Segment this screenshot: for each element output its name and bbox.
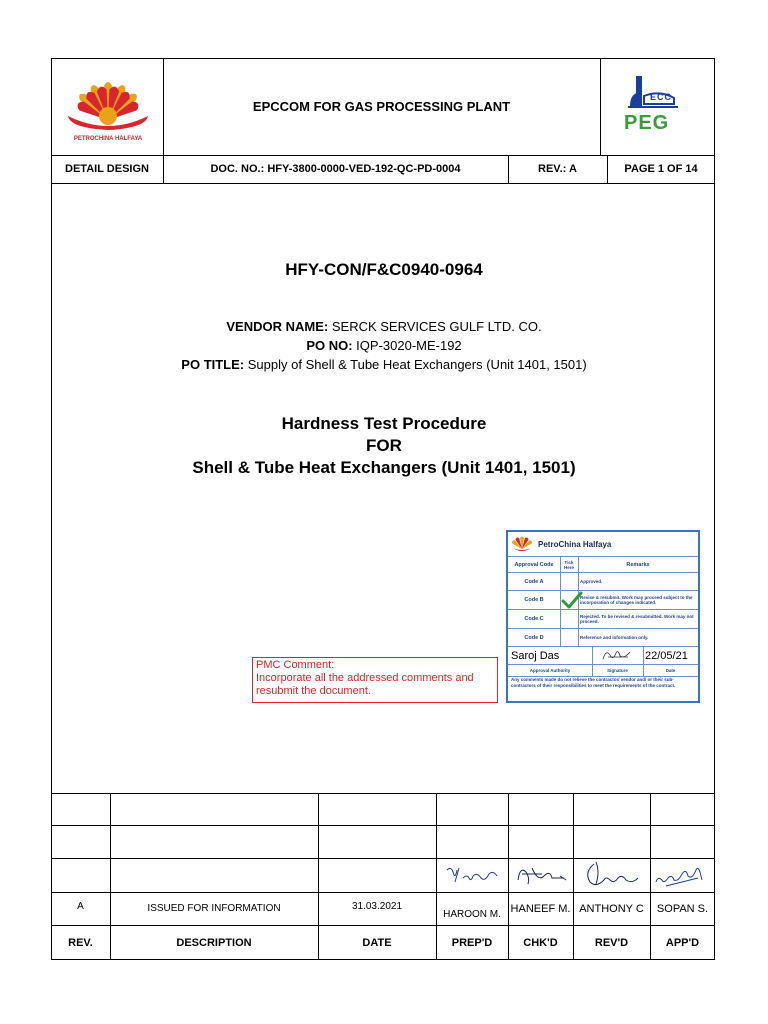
approval-stamp — [506, 530, 700, 703]
doc-number: DOC. NO.: HFY-3800-0000-VED-192-QC-PD-0004 — [210, 163, 461, 175]
stamp-footer-authority: Approval Authority — [529, 668, 571, 673]
stamp-footer-date: Date — [665, 668, 676, 673]
header-description: DESCRIPTION — [176, 936, 252, 949]
po-number-value: IQP-3020-ME-192 — [352, 338, 462, 353]
description-cell: ISSUED FOR INFORMATION — [147, 903, 281, 914]
revision-label: REV.: A — [538, 163, 577, 175]
vendor-value: SERCK SERVICES GULF LTD. CO. — [328, 319, 542, 334]
peg-logo — [616, 72, 700, 144]
stamp-footer-signature: Signature — [607, 668, 628, 673]
header-approved: APP'D — [665, 936, 700, 949]
pmc-comment-label: PMC Comment: — [256, 659, 335, 671]
stamp-code-b: Code B — [524, 597, 544, 603]
petrochina-sun-icon — [62, 64, 154, 134]
reviewed-by-cell: ANTHONY C — [579, 902, 644, 915]
project-title: EPCCOM FOR GAS PROCESSING PLANT — [252, 99, 511, 114]
ecc-text: ECC — [650, 92, 673, 102]
po-title-label: PO TITLE: — [181, 357, 245, 372]
header-prepared: PREP'D — [451, 936, 493, 949]
po-title-line — [0, 357, 768, 372]
logo-caption: PETROCHINA HALFAYA — [73, 136, 143, 142]
divider — [51, 183, 715, 184]
pmc-comment-text: Incorporate all the addressed comments and resubmit the document. — [256, 672, 474, 697]
approver-signature-icon — [652, 860, 706, 890]
prepared-by-cell: HAROON M. — [443, 909, 501, 920]
phase-label: DETAIL DESIGN — [65, 163, 149, 175]
date-cell: 31.03.2021 — [351, 901, 403, 912]
header-date: DATE — [362, 936, 392, 949]
page-number: PAGE 1 OF 14 — [624, 163, 698, 175]
stamp-date: 22/05/21 — [645, 649, 688, 662]
rev-cell: A — [77, 901, 84, 912]
header-rev: REV. — [68, 936, 93, 949]
document-title — [0, 413, 768, 479]
stamp-col-tick: Tick Here — [563, 559, 574, 570]
stamp-code-c: Code C — [524, 616, 544, 622]
approver-signature-icon — [600, 647, 636, 663]
stamp-disclaimer: Any comments made do not relieve the contractor/ vendor and/ or their sub-contractors of their responsibilities to meet the requirements of the contract. — [511, 677, 676, 688]
po-title-value: Supply of Shell & Tube Heat Exchangers (Unit 1401, 1501) — [244, 357, 587, 372]
stamp-col-remarks: Remarks — [626, 561, 650, 568]
vendor-label: VENDOR NAME: — [226, 319, 329, 334]
petrochina-small-logo-icon — [512, 535, 532, 553]
checked-by-cell: HANEEF M. — [510, 902, 571, 915]
stamp-remark-d: Reference and information only. — [580, 635, 649, 640]
reference-number: HFY-CON/F&C0940-0964 — [285, 260, 483, 279]
stamp-remark-a: Approved. — [580, 579, 603, 584]
header-checked: CHK'D — [523, 936, 558, 949]
po-number-label: PO NO: — [306, 338, 353, 353]
stamp-code-a: Code A — [524, 578, 544, 585]
stamp-remark-b: Revise & resubmit. Work may proceed subject to the incorporation of changes indicated. — [580, 594, 693, 605]
stamp-approver: Saroj Das — [511, 649, 560, 662]
document-title-line-3: Shell & Tube Heat Exchangers (Unit 1401, 1501) — [192, 458, 576, 477]
checker-signature-icon — [512, 862, 570, 890]
header-reviewed: REV'D — [594, 936, 629, 949]
divider — [51, 825, 715, 826]
stamp-code-d: Code D — [524, 634, 544, 641]
vendor-line — [0, 319, 768, 334]
divider — [51, 793, 715, 794]
po-number-line — [0, 338, 768, 353]
pmc-comment-box — [252, 657, 498, 703]
reviewer-signature-icon — [580, 858, 644, 890]
document-title-line-2: FOR — [366, 436, 402, 455]
document-title-line-1: Hardness Test Procedure — [281, 414, 487, 433]
peg-text: PEG — [624, 112, 670, 134]
petrochina-logo — [62, 64, 154, 152]
preparer-signature-icon — [443, 862, 501, 888]
stamp-company: PetroChina Halfaya — [538, 539, 612, 549]
divider — [600, 58, 601, 155]
approved-by-cell: SOPAN S. — [656, 902, 709, 915]
stamp-col-code: Approval Code — [514, 561, 554, 568]
stamp-remark-c: Rejected. To be revised & resubmitted. Work may not proceed. — [580, 613, 694, 624]
